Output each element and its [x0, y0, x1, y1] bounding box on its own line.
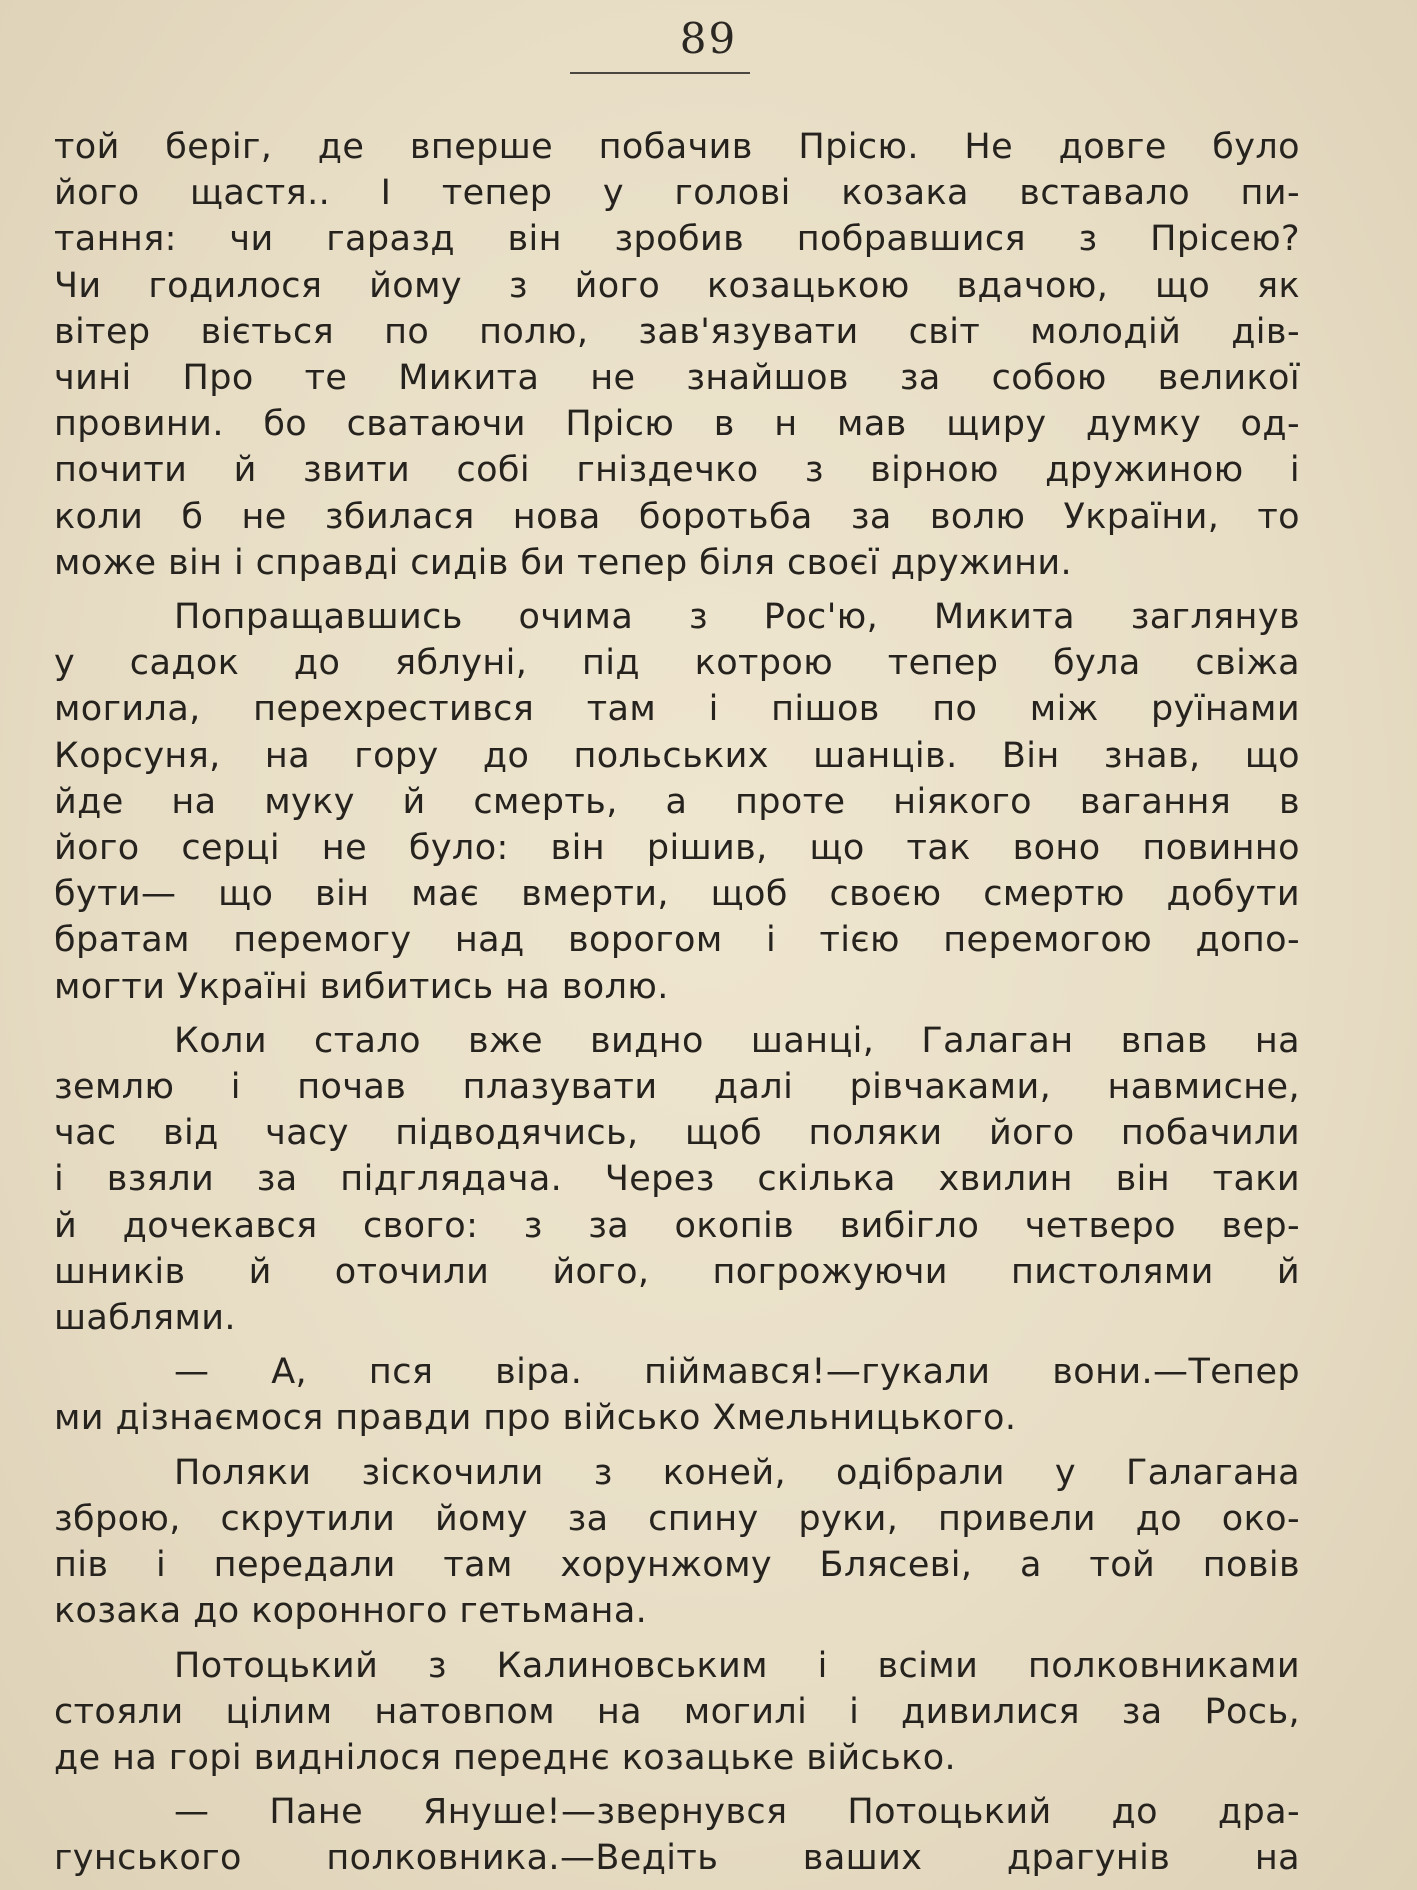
text-line: у садок до яблуні, під котрою тепер була свіжа [54, 643, 1300, 684]
text-line: його щастя.. І тепер у голові козака вставало пи- [54, 173, 1300, 214]
text-line: вітер віється по полю, зав'язувати світ молодій дів- [54, 311, 1300, 352]
text-line: могила, перехрестився там і пішов по між руїнами [54, 689, 1300, 730]
text-line: землю і почав плазувати далі рівчаками, навмисне, [54, 1067, 1300, 1108]
text-line: могти Україні вибитись на волю. [54, 966, 669, 1007]
text-line: тання: чи гаразд він зробив побравшися з Прісею? [54, 219, 1300, 260]
text-line: почити й звити собі гніздечко з вірною дружиною і [54, 450, 1300, 491]
text-line: — А, пся віра. піймався!—гукали вони.—Тепер [174, 1352, 1300, 1393]
text-line: той беріг, де вперше побачив Прісю. Не довге було [54, 127, 1300, 167]
text-line: де на горі виднілося переднє козацьке військо. [54, 1737, 957, 1778]
text-line: може він і справді сидів би тепер біля своєї дружини. [54, 542, 1073, 583]
text-line: Чи годилося йому з його козацькою вдачою, що як [54, 265, 1300, 306]
text-line: шаблями. [54, 1298, 236, 1339]
text-line: стояли цілим натовпом на могилі і дивилися за Рось, [54, 1691, 1300, 1732]
text-line: Потоцький з Калиновським і всіми полковниками [174, 1645, 1300, 1686]
text-line: чині Про те Микита не знайшов за собою великої [54, 358, 1300, 399]
text-line: Коли стало вже видно шанці, Галаган впав на [174, 1020, 1300, 1061]
page-number: 89 [679, 14, 738, 63]
text-line: Поляки зіскочили з коней, одібрали у Галагана [174, 1452, 1300, 1493]
text-line: ми дізнаємося правди про військо Хмельницького. [54, 1398, 1017, 1439]
text-line: шників й оточили його, погрожуючи пистолями й [54, 1251, 1300, 1292]
text-line: його серці не було: він рішив, що так воно повинно [54, 828, 1300, 869]
header-rule [570, 72, 750, 74]
text-line: зброю, скрутили йому за спину руки, привели до око- [54, 1498, 1300, 1539]
text-line: братам перемогу над ворогом і тією перемогою допо- [54, 920, 1300, 961]
text-line: Корсуня, на гору до польських шанців. Він знав, що [54, 735, 1300, 776]
body-text [54, 124, 1300, 1882]
text-line: пів і передали там хорунжому Блясеві, а той повів [54, 1545, 1300, 1586]
text-line: йде на муку й смерть, а проте ніякого вагання в [54, 781, 1300, 822]
text-line: козака до коронного гетьмана. [54, 1591, 648, 1632]
text-line: провини. бо сватаючи Прісю в н мав щиру думку од- [54, 404, 1300, 445]
text-line: коли б не збилася нова боротьба за волю України, то [54, 496, 1300, 537]
text-line: бути— що він має вмерти, щоб своєю смертю добути [54, 874, 1300, 915]
text-line: і взяли за підглядача. Через скілька хвилин він таки [54, 1159, 1300, 1200]
text-line: — Пане Януше!—звернувся Потоцький до дра- [174, 1792, 1300, 1833]
text-line: й дочекався свого: з за окопів вибігло четверо вер- [54, 1205, 1300, 1246]
text-line: гунського полковника.—Ведіть ваших драгунів на [54, 1838, 1300, 1879]
text-line: Попращавшись очима з Рос'ю, Микита заглянув [174, 597, 1300, 638]
text-line: час від часу підводячись, щоб поляки його побачили [54, 1113, 1300, 1154]
